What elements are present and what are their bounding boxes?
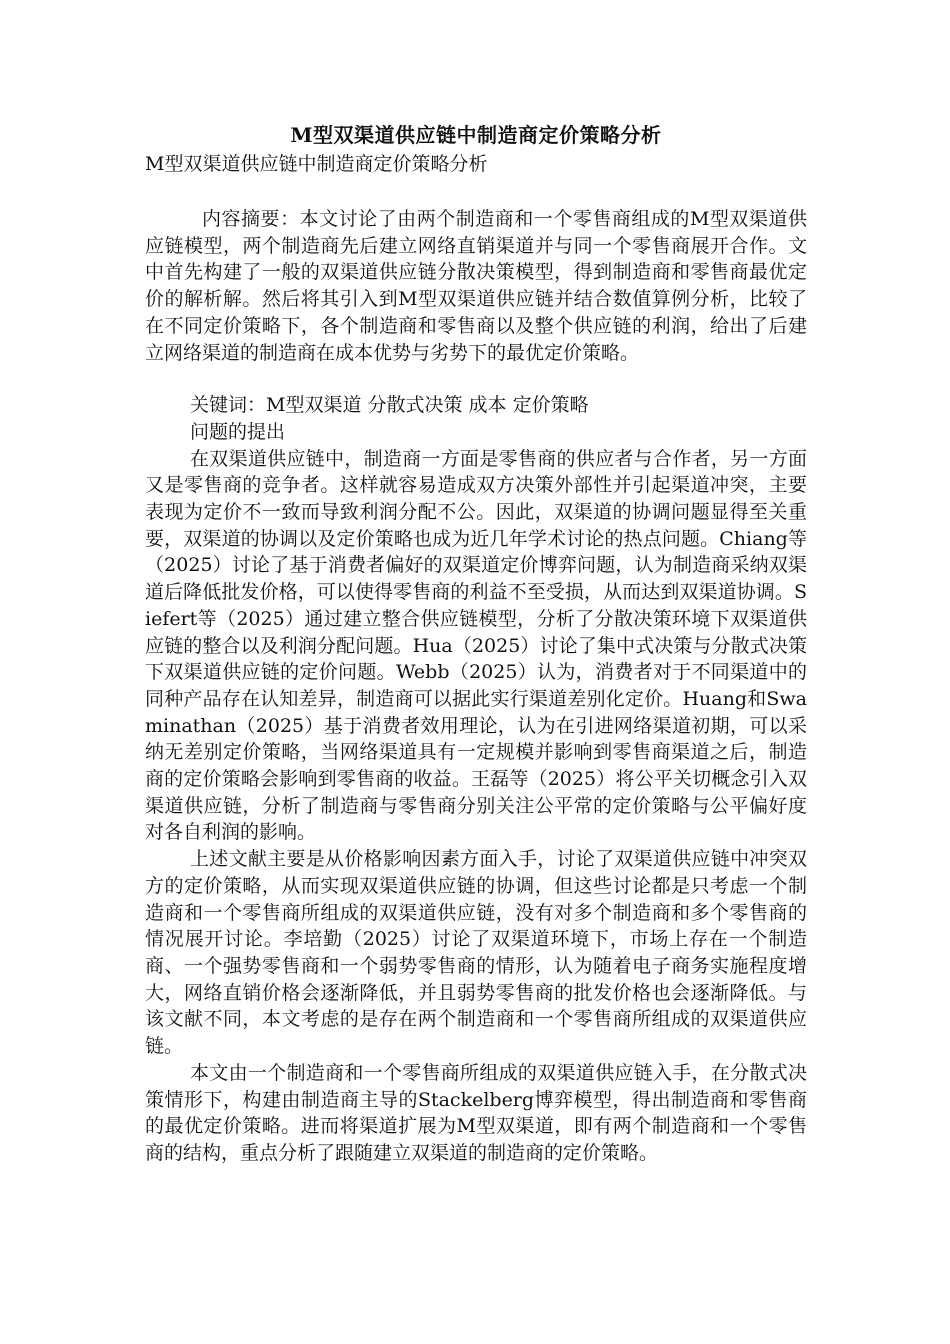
document-page [145, 120, 807, 1167]
document-title: M型双渠道供应链中制造商定价策略分析 [290, 123, 662, 147]
section-heading: 问题的提出 [190, 420, 286, 443]
keywords-line: 关键词：M型双渠道 分散式决策 成本 定价策略 [190, 394, 589, 417]
body-paragraph-1: 在双渠道供应链中，制造商一方面是零售商的供应者与合作者，另一方面又是零售商的竞争者。这样就容易造成双方决策外部性并引起渠道冲突，主要表现为定价不一致而导致利润分配不公。因此，双渠道的协调问题显得至关重要，双渠道的协调以及定价策略也成为近几年学术讨论的热点问题。Chiang等（2025）讨论了基于消费者偏好的双渠道定价博弈问题，认为制造商采纳双渠道后降低批发价格，可以使得零售商的利益不至受损，从而达到双渠道协调。Siefert等（2025）通过建立整合供应链模型，分析了分散决策环境下双渠道供应链的整合以及利润分配问题。Hua（2025）讨论了集中式决策与分散式决策下双渠道供应链的定价问题。Webb（2025）认为，消费者对于不同渠道中的同种产品存在认知差异，制造商可以据此实行渠道差别化定价。Huang和Swaminathan（2025）基于消费者效用理论，认为在引进网络渠道初期，可以采纳无差别定价策略，当网络渠道具有一定规模并影响到零售商渠道之后，制造商的定价策略会影响到零售商的收益。王磊等（2025）将公平关切概念引入双渠道供应链，分析了制造商与零售商分别关注公平常的定价策略与公平偏好度对各自利润的影响。 [145, 447, 807, 844]
body-paragraph-3: 本文由一个制造商和一个零售商所组成的双渠道供应链入手，在分散式决策情形下，构建由制造商主导的Stackelberg博弈模型，得出制造商和零售商的最优定价策略。进而将渠道扩展为M型双渠道，即有两个制造商和一个零售商的结构，重点分析了跟随建立双渠道的制造商的定价策略。 [145, 1061, 807, 1164]
body-paragraph-2: 上述文献主要是从价格影响因素方面入手，讨论了双渠道供应链中冲突双方的定价策略，从而实现双渠道供应链的协调，但这些讨论都是只考虑一个制造商和一个零售商所组成的双渠道供应链，没有对多个制造商和多个零售商的情况展开讨论。李培勤（2025）讨论了双渠道环境下，市场上存在一个制造商、一个强势零售商和一个弱势零售商的情形，认为随着电子商务实施程度增大，网络直销价格会逐渐降低，并且弱势零售商的批发价格也会逐渐降低。与该文献不同，本文考虑的是存在两个制造商和一个零售商所组成的双渠道供应链。 [145, 848, 807, 1058]
document-subtitle: M型双渠道供应链中制造商定价策略分析 [145, 153, 488, 175]
abstract-paragraph: 内容摘要：本文讨论了由两个制造商和一个零售商组成的M型双渠道供应链模型，两个制造商先后建立网络直销渠道并与同一个零售商展开合作。文中首先构建了一般的双渠道供应链分散决策模型，得到制造商和零售商最优定价的解析解。然后将其引入到M型双渠道供应链并结合数值算例分析，比较了在不同定价策略下，各个制造商和零售商以及整个供应链的利润，给出了后建立网络渠道的制造商在成本优势与劣势下的最优定价策略。 [145, 208, 807, 364]
